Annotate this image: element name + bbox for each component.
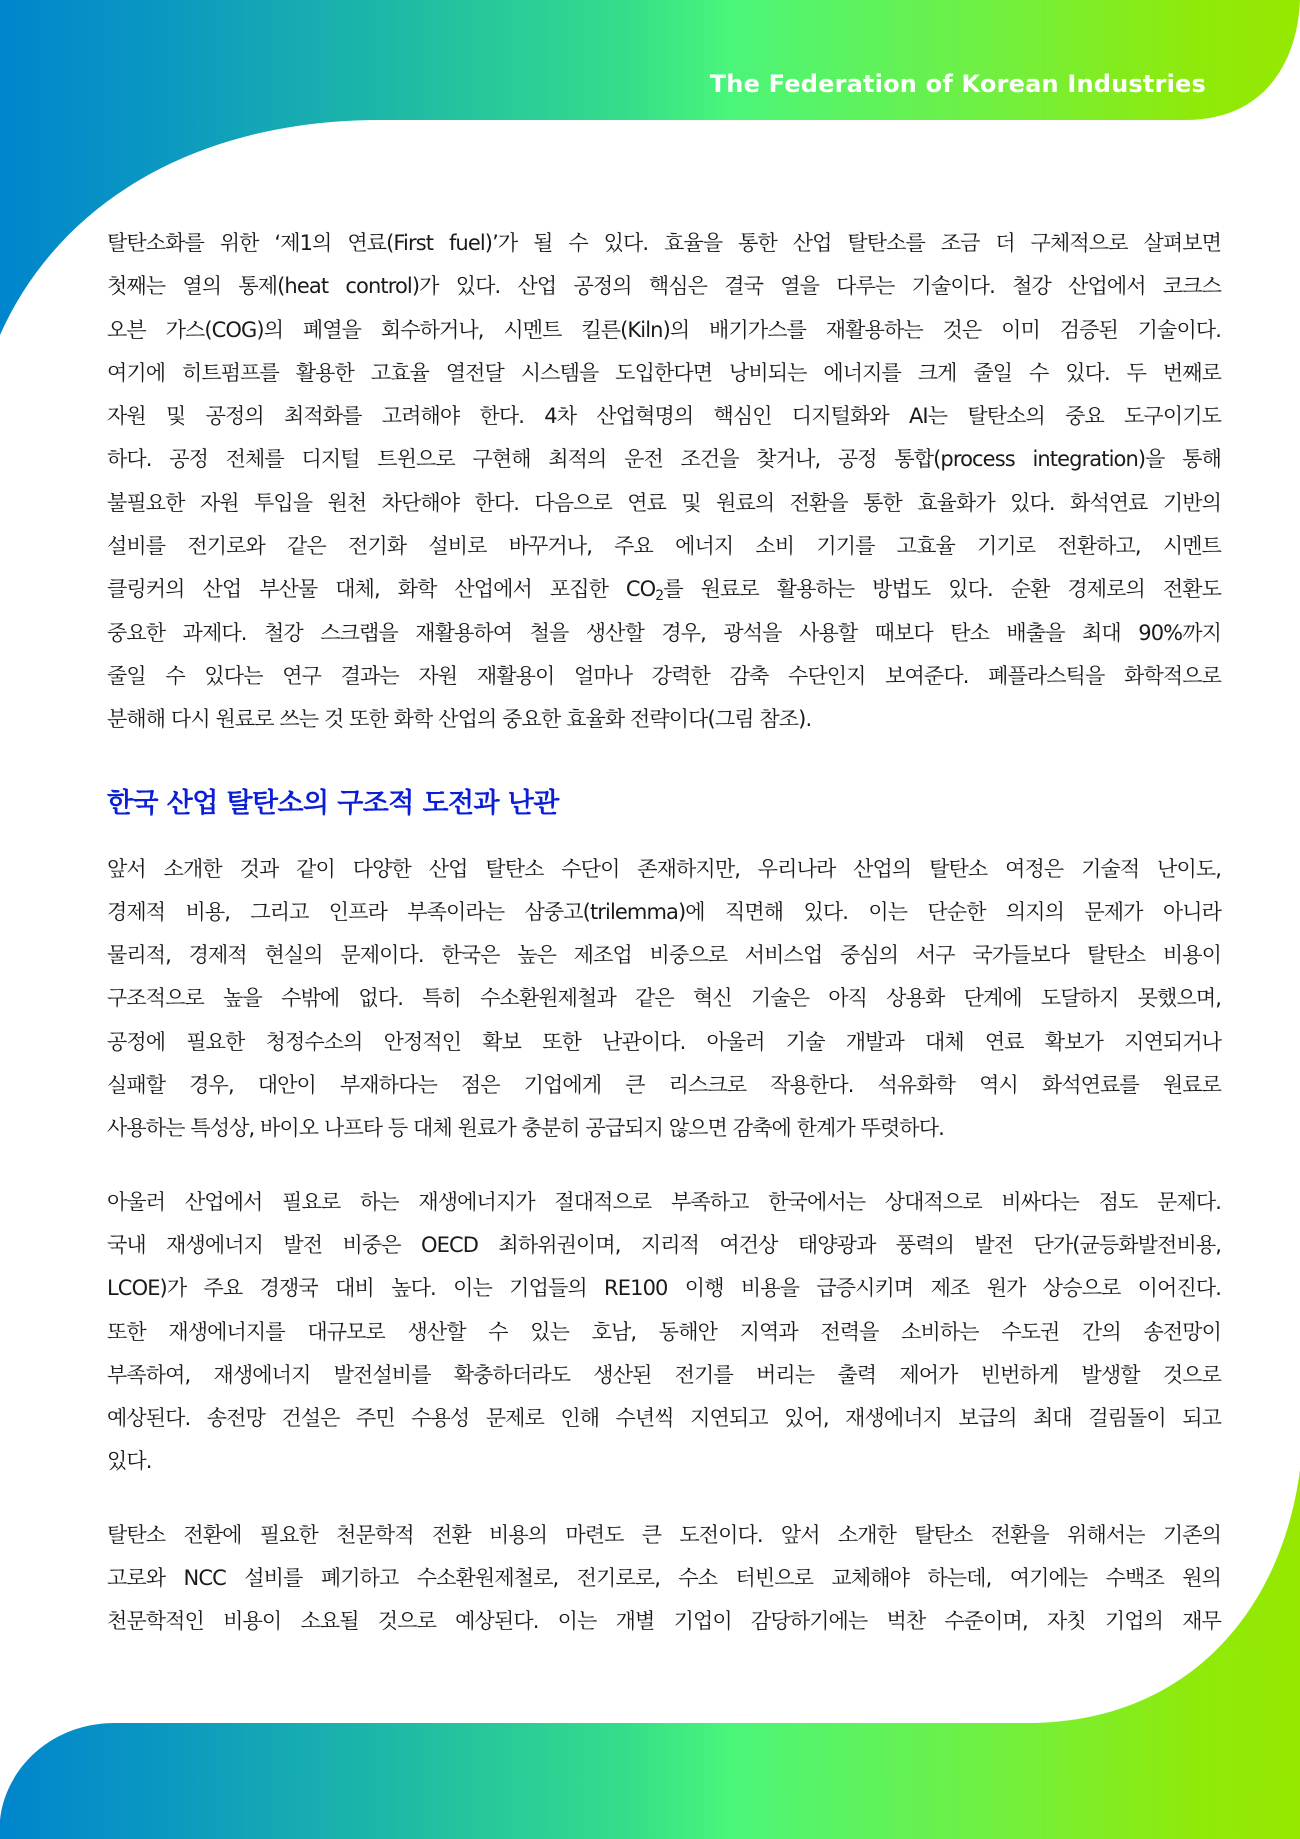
text-line: 앞서 소개한 것과 같이 다양한 산업 탈탄소 수단이 존재하지만, 우리나라 산업의 탈탄소 여정은 기술적 난이도, — [107, 856, 1221, 881]
text-segment: 를 원료로 활용하는 방법도 있다. 순환 경제로의 전환도 — [663, 577, 1221, 602]
paragraph-gap — [107, 1484, 1221, 1514]
text-line: 분해해 다시 원료로 쓰는 것 또한 화학 산업의 중요한 효율화 전략이다(그림 참조). — [107, 707, 812, 732]
section-paragraph-3 — [107, 1514, 1221, 1644]
text-line: 하다. 공정 전체를 디지털 트윈으로 구현해 최적의 운전 조건을 찾거나, 공정 통합(process integration)을 통해 — [107, 447, 1221, 472]
text-line: 불필요한 자원 투입을 원천 차단해야 한다. 다음으로 연료 및 원료의 전환을 통한 효율화가 있다. 화석연료 기반의 — [107, 490, 1221, 515]
text-line: 공정에 필요한 청정수소의 안정적인 확보 또한 난관이다. 아울러 기술 개발과 대체 연료 확보가 지연되거나 — [107, 1029, 1221, 1054]
intro-paragraph — [107, 222, 1221, 742]
text-line: 아울러 산업에서 필요로 하는 재생에너지가 절대적으로 부족하고 한국에서는 상대적으로 비싸다는 점도 문제다. — [107, 1189, 1221, 1214]
text-line: 고로와 NCC 설비를 폐기하고 수소환원제철로, 전기로로, 수소 터빈으로 교체해야 하는데, 여기에는 수백조 원의 — [107, 1566, 1221, 1591]
text-line-co2 — [107, 568, 1221, 611]
text-line: 중요한 과제다. 철강 스크랩을 재활용하여 철을 생산할 경우, 광석을 사용할 때보다 탄소 배출을 최대 90%까지 — [107, 620, 1221, 645]
text-line: 또한 재생에너지를 대규모로 생산할 수 있는 호남, 동해안 지역과 전력을 소비하는 수도권 간의 송전망이 — [107, 1319, 1221, 1344]
section-paragraph-1 — [107, 848, 1221, 1151]
text-line: 탈탄소화를 위한 ‘제1의 연료(First fuel)’가 될 수 있다. 효율을 통한 산업 탈탄소를 조금 더 구체적으로 살펴보면 — [107, 231, 1221, 255]
section-heading: 한국 산업 탈탄소의 구조적 도전과 난관 — [107, 787, 559, 819]
text-line: 탈탄소 전환에 필요한 천문학적 전환 비용의 마련도 큰 도전이다. 앞서 소개한 탈탄소 전환을 위해서는 기존의 — [107, 1522, 1221, 1547]
text-line: 실패할 경우, 대안이 부재하다는 점은 기업에게 큰 리스크로 작용한다. 석유화학 역시 화석연료를 원료로 — [107, 1073, 1221, 1098]
section-paragraph-2 — [107, 1181, 1221, 1484]
text-line: 천문학적인 비용이 소요될 것으로 예상된다. 이는 개별 기업이 감당하기에는 벅찬 수준이며, 자칫 기업의 재무 — [107, 1609, 1221, 1634]
text-line: 사용하는 특성상, 바이오 나프타 등 대체 원료가 충분히 공급되지 않으면 감축에 한계가 뚜렷하다. — [107, 1116, 944, 1141]
text-line: 예상된다. 송전망 건설은 주민 수용성 문제로 인해 수년씩 지연되고 있어, 재생에너지 보급의 최대 걸림돌이 되고 — [107, 1406, 1221, 1431]
co2-subscript: 2 — [655, 588, 664, 605]
text-line: 물리적, 경제적 현실의 문제이다. 한국은 높은 제조업 비중으로 서비스업 중심의 서구 국가들보다 탈탄소 비용이 — [107, 943, 1221, 968]
text-line: 첫째는 열의 통제(heat control)가 있다. 산업 공정의 핵심은 결국 열을 다루는 기술이다. 철강 산업에서 코크스 — [107, 274, 1221, 299]
text-line: 여기에 히트펌프를 활용한 고효율 열전달 시스템을 도입한다면 낭비되는 에너지를 크게 줄일 수 있다. 두 번째로 — [107, 360, 1221, 385]
text-line: LCOE)가 주요 경쟁국 대비 높다. 이는 기업들의 RE100 이행 비용을 급증시키며 제조 원가 상승으로 이어진다. — [107, 1276, 1221, 1301]
text-line: 있다. — [107, 1449, 152, 1474]
text-line: 설비를 전기로와 같은 전기화 설비로 바꾸거나, 주요 에너지 소비 기기를 고효율 기기로 전환하고, 시멘트 — [107, 534, 1221, 559]
text-line: 국내 재생에너지 발전 비중은 OECD 최하위권이며, 지리적 여건상 태양광과 풍력의 발전 단가(균등화발전비용, — [107, 1232, 1221, 1257]
text-line: 부족하여, 재생에너지 발전설비를 확충하더라도 생산된 전기를 버리는 출력 제어가 빈번하게 발생할 것으로 — [107, 1362, 1221, 1387]
organization-title: The Federation of Korean Industries — [709, 70, 1206, 98]
text-line: 경제적 비용, 그리고 인프라 부족이라는 삼중고(trilemma)에 직면해 있다. 이는 단순한 의지의 문제가 아니라 — [107, 899, 1221, 924]
article-body — [107, 222, 1221, 1644]
text-line: 오븐 가스(COG)의 폐열을 회수하거나, 시멘트 킬른(Kiln)의 배기가스를 재활용하는 것은 이미 검증된 기술이다. — [107, 317, 1221, 342]
paragraph-gap — [107, 1151, 1221, 1181]
text-line: 자원 및 공정의 최적화를 고려해야 한다. 4차 산업혁명의 핵심인 디지털화와 AI는 탈탄소의 중요 도구이기도 — [107, 404, 1221, 429]
text-line: 구조적으로 높을 수밖에 없다. 특히 수소환원제철과 같은 혁신 기술은 아직 상용화 단계에 도달하지 못했으며, — [107, 986, 1221, 1011]
text-line: 줄일 수 있다는 연구 결과는 자원 재활용이 얼마나 강력한 감축 수단인지 보여준다. 폐플라스틱을 화학적으로 — [107, 663, 1221, 688]
text-segment: 클링커의 산업 부산물 대체, 화학 산업에서 포집한 CO — [107, 577, 656, 602]
